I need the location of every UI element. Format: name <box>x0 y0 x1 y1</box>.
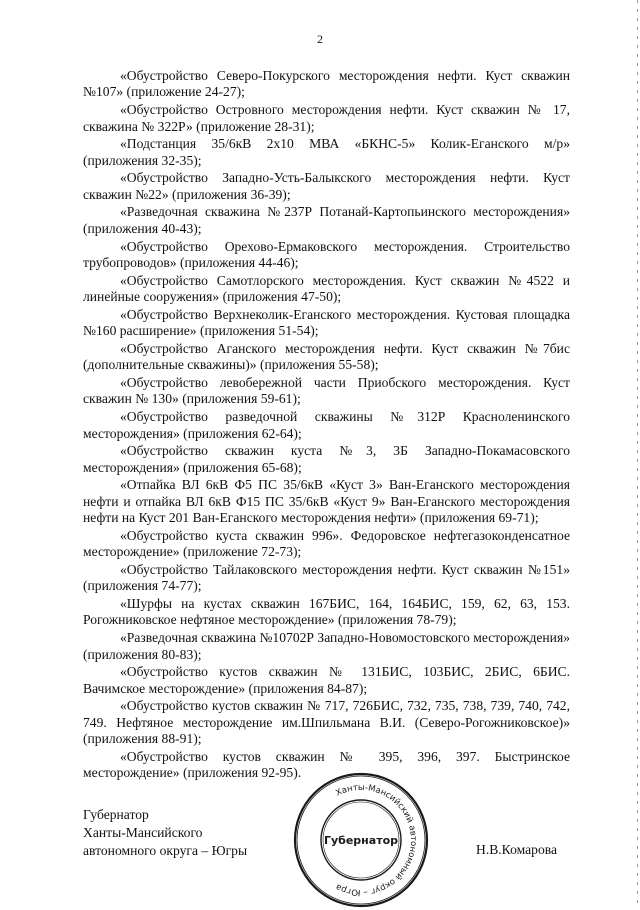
list-item-paragraph: «Обустройство Верхнеколик-Еганского месторождения. Кустовая площадка №160 расширение» (приложения 51-54); <box>83 306 570 339</box>
signature-title-line-2: Ханты-Мансийского <box>83 825 203 840</box>
signature-title-line-3: автономного округа – Югры <box>83 843 248 858</box>
document-body <box>83 68 570 783</box>
list-item-paragraph: «Обустройство Тайлаковского месторождения нефти. Куст скважин №151» (приложения 74-77); <box>83 561 570 594</box>
list-item-paragraph: «Обустройство скважин куста №3, 3Б Западно-Покамасовского месторождения» (приложения 65-68); <box>83 443 570 475</box>
list-item-paragraph: «Разведочная скважина №10702Р Западно-Новомостовского месторождения» (приложения 80-83); <box>83 630 570 662</box>
seal-center-text: Губернатор <box>323 834 399 847</box>
list-item-paragraph: «Разведочная скважина №237Р Потанай-Картопьинского месторождения» (приложения 40-43); <box>83 204 570 236</box>
scan-edge <box>637 0 638 905</box>
list-item-paragraph: «Обустройство левобережной части Приобского месторождения. Куст скважин № 130» (приложения 59-61); <box>83 374 570 407</box>
list-item-paragraph: «Обустройство Островного месторождения нефти. Куст скважин № 17, скважина № 322Р» (приложение 28-31); <box>83 102 570 134</box>
signature-block <box>83 806 247 860</box>
list-item-paragraph: «Обустройство куста скважин 996». Федоровское нефтегазоконденсатное месторождение» (приложение 72-73); <box>83 527 570 560</box>
list-item-paragraph: «Обустройство Северо-Покурского месторождения нефти. Куст скважин №107» (приложение 24-27); <box>83 68 570 100</box>
list-item-paragraph: «Обустройство Западно-Усть-Балыкского месторождения нефти. Куст скважин №22» (приложения 36-39); <box>83 170 570 202</box>
list-item-paragraph: «Шурфы на кустах скважин 167БИС, 164, 164БИС, 159, 62, 63, 153. Рогожниковское нефтяное месторождение» (приложения 78-79); <box>83 596 570 628</box>
list-item-paragraph: «Обустройство кустов скважин № 717, 726БИС, 732, 735, 738, 739, 740, 742, 749. Нефтяное месторождение им.Шпильмана В.И. (Северо-Рогожниковское)» (приложения 88-91); <box>83 698 570 747</box>
list-item-paragraph: «Обустройство Самотлорского месторождения. Куст скважин №4522 и линейные сооружения» (приложения 47-50); <box>83 272 570 305</box>
list-item-paragraph: «Обустройство Орехово-Ермаковского месторождения. Строительство трубопроводов» (приложения 44-46); <box>83 238 570 270</box>
list-item-paragraph: «Обустройство Аганского месторождения нефти. Куст скважин №7бис (дополнительные скважины)» (приложения 55-58); <box>83 340 570 373</box>
list-item-paragraph: «Подстанция 35/6кВ 2х10 МВА «БКНС-5» Колик-Еганского м/р» (приложения 32-35); <box>83 136 570 168</box>
list-item-paragraph: «Отпайка ВЛ 6кВ Ф5 ПС 35/6кВ «Куст 3» Ван-Еганского месторождения нефти и отпайка ВЛ 6кВ Ф15 ПС 35/6кВ «Куст 9» Ван-Еганского месторождения нефти на Куст 201 Ван-Еганского месторождения нефти» (приложения 69-71); <box>83 477 570 526</box>
list-item-paragraph: «Обустройство кустов скважин № 395, 396, 397. Быстринское месторождение» (приложения 92-95). <box>83 748 570 781</box>
official-seal <box>291 770 431 910</box>
page-number: 2 <box>317 32 323 46</box>
signature-title-line-1: Губернатор <box>83 807 149 822</box>
list-item-paragraph: «Обустройство разведочной скважины №312Р Красноленинского месторождения» (приложения 62-64); <box>83 409 570 441</box>
signatory-name: Н.В.Комарова <box>476 842 558 857</box>
list-item-paragraph: «Обустройство кустов скважин № 131БИС, 103БИС, 2БИС, 6БИС. Вачимское месторождение» (приложения 84-87); <box>83 664 570 696</box>
seal-ring-text: Ханты-Мансийский автономный округ – Югра <box>334 782 419 898</box>
